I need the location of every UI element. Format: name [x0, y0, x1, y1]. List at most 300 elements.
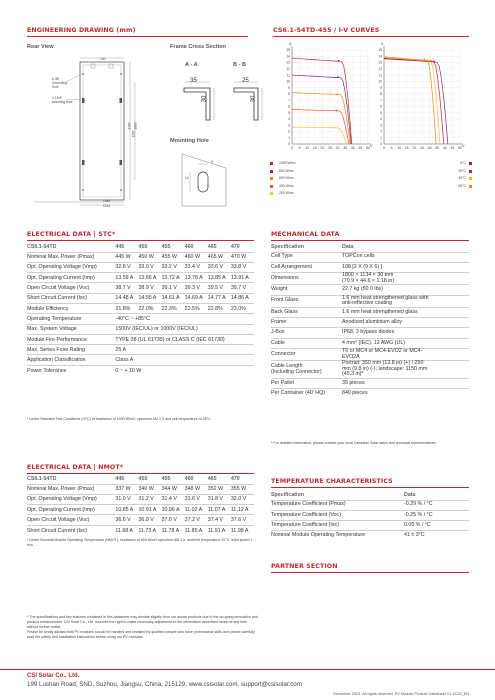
- table-cell: 10.91 A: [138, 505, 161, 515]
- y-tick-label: 0: [380, 142, 382, 147]
- table-cell: Opt. Operating Voltage (Vmp): [27, 494, 115, 504]
- dim-35: 35: [190, 78, 197, 84]
- temperature-table: [271, 490, 469, 541]
- dim-1764: 1764: [127, 122, 132, 130]
- legend-swatch: [469, 185, 472, 188]
- dim-9: 9: [211, 160, 213, 164]
- legend-label: 800 W/m²: [279, 168, 294, 173]
- table-cell: 37.4 V: [208, 515, 231, 525]
- iv-curve-series: [384, 58, 440, 144]
- table-header-cell: 445: [115, 475, 125, 482]
- table-row: [271, 510, 469, 520]
- dim-1800: 1800: [133, 122, 138, 130]
- table-cell: Open Circuit Voltage (Voc): [27, 283, 115, 293]
- table-cell: 33.0 V: [138, 262, 161, 272]
- legend-item: [270, 169, 350, 175]
- table-cell: 31.6 V: [185, 494, 208, 504]
- y-tick-label: 11: [378, 73, 382, 78]
- table-row: [271, 318, 469, 328]
- y-tick-label: 11: [286, 73, 290, 78]
- table-cell: Dimensions: [271, 273, 342, 285]
- x-tick-label: 20: [412, 146, 417, 150]
- mechanical-table: [271, 242, 469, 399]
- table-cell: 39.7 V: [231, 283, 254, 293]
- table-cell: Connector: [271, 348, 342, 360]
- x-tick-label: 40: [442, 146, 447, 150]
- legend-swatch: [270, 185, 273, 188]
- table-cell: 37.6 V: [231, 515, 254, 525]
- table-cell: 1800 × 1134 × 30 mm (70.9 × 44.6 × 1.18 in): [342, 273, 469, 285]
- table-cell: 11.73 A: [138, 525, 161, 535]
- table-cell: 31.4 V: [162, 494, 185, 504]
- y-tick-label: 2: [288, 129, 290, 134]
- table-cell: 35 pieces: [342, 378, 469, 388]
- table-cell: 11.78 A: [162, 525, 185, 535]
- table-cell: 23.0%: [231, 303, 254, 313]
- legend-item: [270, 184, 350, 190]
- table-cell: Front Glass: [271, 295, 342, 307]
- table-cell: -0.29 % / °C: [404, 500, 469, 510]
- legend-swatch: [270, 162, 273, 165]
- table-row: [27, 334, 254, 344]
- table-cell: Temperature Coefficient (Voc): [271, 510, 404, 520]
- nmot-table: [27, 474, 254, 535]
- legend-swatch: [270, 192, 273, 195]
- y-tick-label: 4: [380, 117, 382, 122]
- table-cell: 13.66 A: [138, 273, 161, 283]
- table-cell: 340 W: [138, 484, 161, 494]
- table-cell: 11.91 A: [208, 525, 231, 535]
- legend-item: [432, 161, 472, 167]
- table-header-cell: Data: [404, 491, 416, 498]
- y-tick-label: 14: [378, 54, 382, 59]
- stc-note: * Under Standard Test Conditions (STC) of irradiance of 1000 W/m2, spectrum AM 1.5 and cell temperature of 25°C.: [27, 417, 212, 421]
- table-cell: Application Classification: [27, 355, 115, 365]
- y-tick-label: 5: [380, 110, 382, 115]
- table-row: [271, 361, 469, 379]
- dim-30: 30: [201, 95, 208, 103]
- footer-address: 199 Lushan Road, SND, Suzhou, Jiangsu, China, 215129, www.csisolar.com, support@csisolar.com: [27, 681, 302, 688]
- table-cell: 13.85 A: [208, 273, 231, 283]
- table-cell: 450 W: [138, 252, 161, 262]
- table-cell: 31.8 V: [208, 494, 231, 504]
- dim-1150: 1150: [131, 130, 136, 138]
- temperature-title: TEMPERATURE CHARACTERISTICS: [271, 478, 393, 485]
- table-cell: Cable Length (Including Connector): [271, 361, 342, 379]
- table-row: [271, 307, 469, 317]
- section-divider: [271, 572, 469, 573]
- legend-swatch: [270, 170, 273, 173]
- table-row: [271, 285, 469, 295]
- x-tick-label: 15: [312, 146, 317, 150]
- iv-curve-series: [384, 57, 436, 144]
- y-tick-label: 7: [288, 98, 290, 103]
- max-power-point: [336, 93, 338, 95]
- table-header-cell: 460: [184, 243, 194, 250]
- table-cell: 11.85 A: [185, 525, 208, 535]
- y-tick-label: 6: [288, 104, 290, 109]
- table-row: [27, 273, 254, 283]
- table-cell: Operating Temperature: [27, 314, 115, 324]
- disclaimer: * The specifications and key features contained in this datasheet may deviate slightly from our actual products due to the on-going innovation and product enhancement. CSI Solar Co., Ltd. reserves the right to make necessary adjustment to the information described herein at any time without further notice. Please be kindly advised that PV modules should be handled and installed by qualified people who have professional skills and please carefully read the safety and installation instructions before using our PV modules.: [27, 615, 258, 639]
- table-header-cell: CS6.1-54TD: [27, 243, 57, 250]
- dim-100: 100: [100, 57, 106, 61]
- max-power-point: [337, 76, 339, 78]
- table-row: [271, 328, 469, 338]
- table-cell: 470 W: [231, 252, 254, 262]
- table-cell: Frame: [271, 318, 342, 328]
- table-cell: Max. System Voltage: [27, 324, 115, 334]
- frame-cross-section-label: Frame Cross Section: [170, 44, 226, 50]
- table-cell: 352 W: [208, 484, 231, 494]
- table-cell: 22.5%: [185, 303, 208, 313]
- table-cell: 0.05 % / °C: [404, 521, 469, 531]
- table-row: [271, 348, 469, 360]
- y-tick-label: 13: [286, 60, 290, 65]
- table-header-cell: 455: [161, 475, 171, 482]
- x-tick-label: 25: [328, 146, 332, 150]
- table-header-cell: 455: [161, 243, 171, 250]
- table-cell: 337 W: [115, 484, 138, 494]
- legend-swatch: [469, 177, 472, 180]
- iv-curve-series: [292, 93, 350, 144]
- table-cell: 22.3%: [162, 303, 185, 313]
- table-cell: 13.72 A: [162, 273, 185, 283]
- y-tick-label: 15: [378, 48, 382, 53]
- table-cell: 1.6 mm heat strengthened glass with anti-reflective coating: [342, 295, 469, 307]
- table-cell: Nominal Module Operating Temperature: [271, 531, 404, 541]
- table-row: [271, 273, 469, 285]
- mounting-hole-label: Mounting Hole: [170, 138, 209, 144]
- table-cell: 344 W: [162, 484, 185, 494]
- table-cell: 38.9 V: [138, 283, 161, 293]
- dim-25: 25: [242, 78, 249, 84]
- table-cell: 36.6 V: [115, 515, 138, 525]
- x-tick-label: 50: [458, 146, 462, 150]
- table-header-cell: 445: [115, 243, 125, 250]
- legend-item: [432, 184, 472, 190]
- rear-view-drawing: [30, 52, 166, 220]
- table-cell: -0.25 % / °C: [404, 510, 469, 520]
- nmot-note: * Under Nominal Module Operating Temperature (NMOT), irradiance of 800 W/m2 spectrum AM 1.5, ambient temperature 20°C, wind speed 1 m/s.: [27, 538, 253, 547]
- y-tick-label: 4: [288, 117, 290, 122]
- legend-swatch: [270, 177, 273, 180]
- table-cell: 11.12 A: [231, 505, 254, 515]
- section-divider: [271, 487, 469, 488]
- table-cell: Short Circuit Current (Isc): [27, 525, 115, 535]
- table-cell: Module Fire Performance: [27, 334, 115, 344]
- table-cell: Per Container (40' HQ): [271, 389, 342, 399]
- table-cell: 13.59 A: [115, 273, 138, 283]
- table-cell: 22.8%: [208, 303, 231, 313]
- footer-date: December 2023. All rights reserved, PV Module Product Datasheet V1.3C25_EN: [333, 692, 469, 696]
- table-header-cell: Specification: [271, 491, 304, 498]
- table-cell: Class A: [115, 355, 254, 365]
- legend-item: [270, 176, 350, 182]
- table-row: [27, 262, 254, 272]
- legend-label: 65°C: [458, 183, 466, 188]
- table-header-cell: 450: [138, 243, 148, 250]
- table-row: [27, 515, 254, 525]
- table-header-cell: 470: [230, 475, 240, 482]
- table-cell: Module Efficiency: [27, 303, 115, 313]
- x-tick-label: 35: [343, 146, 348, 150]
- table-row: [271, 531, 469, 541]
- table-cell: 36.8 V: [138, 515, 161, 525]
- table-cell: T6 or MC4 or MC4-EVO2 or MC4- EVO2A: [342, 348, 469, 360]
- table-row: [271, 500, 469, 510]
- section-divider: [271, 240, 469, 241]
- legend-label: 1000 W/m²: [279, 161, 296, 165]
- table-row: [27, 252, 254, 262]
- y-tick-label: 1: [288, 135, 290, 140]
- x-axis-label: V: [462, 144, 465, 148]
- max-power-point: [335, 110, 337, 112]
- table-row: [27, 365, 254, 375]
- table-cell: 22.0%: [138, 303, 161, 313]
- table-row: [27, 494, 254, 504]
- x-tick-label: 0: [383, 146, 385, 150]
- y-tick-label: 3: [288, 123, 290, 128]
- y-tick-label: 15: [286, 48, 290, 53]
- table-cell: 32.0 V: [231, 494, 254, 504]
- table-cell: 108 [2 X (9 X 6) ]: [342, 262, 469, 272]
- dim-30-b: 30: [250, 95, 257, 103]
- table-cell: 21.8%: [115, 303, 138, 313]
- table-row: [271, 262, 469, 272]
- table-cell: J-Box: [271, 328, 342, 338]
- table-cell: 39.3 V: [185, 283, 208, 293]
- table-header-cell: 470: [230, 243, 240, 250]
- table-cell: 38.7 V: [115, 283, 138, 293]
- table-cell: TOPCon cells: [342, 252, 469, 262]
- x-tick-label: 30: [335, 146, 340, 150]
- table-cell: 31.0 V: [115, 494, 138, 504]
- table-row: [271, 389, 469, 399]
- table-row: [27, 314, 254, 324]
- table-cell: 10.85 A: [115, 505, 138, 515]
- x-tick-label: 15: [404, 146, 409, 150]
- table-cell: 455 W: [162, 252, 185, 262]
- table-cell: 33.2 V: [162, 262, 185, 272]
- iv-chart-temperature: [364, 36, 468, 158]
- section-divider: [27, 240, 254, 241]
- partner-title: PARTNER SECTION: [271, 563, 338, 570]
- y-tick-label: 8: [380, 92, 382, 97]
- x-tick-label: 5: [390, 146, 393, 150]
- y-tick-label: 10: [378, 79, 382, 84]
- table-cell: 37.2 V: [185, 515, 208, 525]
- x-tick-label: 25: [420, 146, 424, 150]
- y-tick-label: 3: [380, 123, 382, 128]
- table-cell: 1500V (IEC/UL) or 1000V (IEC/UL): [115, 324, 254, 334]
- legend-item: [270, 191, 350, 197]
- table-cell: TYPE 38 (UL 61730) or CLASS C (IEC 61730): [115, 334, 254, 344]
- table-header-cell: 450: [138, 475, 148, 482]
- table-cell: 33.6 V: [208, 262, 231, 272]
- footer-company: CSI Solar Co., Ltd.: [27, 673, 80, 679]
- table-row: [27, 303, 254, 313]
- table-row: [27, 293, 254, 303]
- table-row: [27, 505, 254, 515]
- table-cell: Cable: [271, 338, 342, 348]
- stc-title: ELECTRICAL DATA | STC*: [27, 231, 116, 238]
- table-cell: 14.86 A: [231, 293, 254, 303]
- dim-1084: 1084: [103, 199, 111, 203]
- table-cell: 14.77 A: [208, 293, 231, 303]
- table-cell: Opt. Operating Current (Imp): [27, 505, 115, 515]
- iv-chart-irradiance: [272, 36, 372, 158]
- table-cell: 840 pieces: [342, 389, 469, 399]
- x-tick-label: 50: [366, 146, 370, 150]
- table-cell: Cell Type: [271, 252, 342, 262]
- iv-curve-series: [292, 110, 349, 144]
- dim-14: 14: [185, 176, 189, 180]
- x-axis-label: V: [370, 144, 373, 148]
- grounding-hole-note: 6-Φ5 Grounding Hole: [52, 77, 67, 89]
- y-tick-label: 6: [380, 104, 382, 109]
- table-header-cell: Specification: [271, 243, 304, 250]
- table-cell: 11.68 A: [115, 525, 138, 535]
- mechanical-title: MECHANICAL DATA: [271, 231, 340, 238]
- table-cell: Nominal Max. Power (Pmax): [27, 252, 115, 262]
- table-row: [27, 324, 254, 334]
- irradiance-legend: [270, 161, 350, 201]
- table-cell: Power Tolerance: [27, 365, 115, 375]
- table-cell: IP68, 3 bypass diodes: [342, 328, 469, 338]
- max-power-point: [338, 60, 340, 62]
- table-cell: Short Circuit Current (Isc): [27, 293, 115, 303]
- mounting-hole-drawing: [176, 150, 256, 210]
- table-cell: 460 W: [185, 252, 208, 262]
- table-row: [27, 484, 254, 494]
- footer-divider: [0, 669, 495, 670]
- legend-item: [432, 169, 472, 175]
- table-cell: Anodized aluminium alloy: [342, 318, 469, 328]
- table-cell: 14.61 A: [162, 293, 185, 303]
- table-cell: 4 mm² (IEC), 12 AWG (UL): [342, 338, 469, 348]
- x-tick-label: 45: [358, 146, 363, 150]
- y-tick-label: 7: [380, 98, 382, 103]
- table-cell: 39.1 V: [162, 283, 185, 293]
- legend-item: [270, 161, 350, 167]
- x-tick-label: 35: [435, 146, 440, 150]
- nmot-title: ELECTRICAL DATA | NMOT*: [27, 464, 124, 471]
- table-row: [271, 521, 469, 531]
- table-cell: 13.78 A: [185, 273, 208, 283]
- x-tick-label: 10: [305, 146, 310, 150]
- x-tick-label: 10: [397, 146, 402, 150]
- y-tick-label: 8: [288, 92, 290, 97]
- table-cell: 14.69 A: [185, 293, 208, 303]
- table-cell: 32.8 V: [115, 262, 138, 272]
- table-cell: Portrait: 350 mm (13.8 in) (+) / 250 mm (9.8 in) (-); landscape: 1150 mm (45.3 in)*: [342, 361, 469, 379]
- table-cell: 14.48 A: [115, 293, 138, 303]
- y-tick-label: 0: [288, 142, 290, 147]
- dim-1134: 1134: [103, 204, 110, 208]
- temperature-legend: [432, 161, 472, 195]
- table-row: [27, 345, 254, 355]
- table-cell: Temperature Coefficient (Pmax): [271, 500, 404, 510]
- x-tick-label: 20: [320, 146, 325, 150]
- table-cell: 13.91 A: [231, 273, 254, 283]
- table-cell: 39.5 V: [208, 283, 231, 293]
- section-bb-label: B - B: [233, 62, 247, 68]
- table-cell: 22.7 kg (50.0 lbs): [342, 285, 469, 295]
- table-row: [271, 378, 469, 388]
- max-power-point: [334, 127, 336, 129]
- legend-label: 45°C: [458, 176, 466, 181]
- table-cell: Open Circuit Voltage (Voc): [27, 515, 115, 525]
- legend-label: 200 W/m²: [279, 191, 294, 196]
- y-tick-label: 9: [380, 85, 382, 90]
- table-cell: 11.02 A: [185, 505, 208, 515]
- table-cell: Weight: [271, 285, 342, 295]
- x-tick-label: 45: [450, 146, 455, 150]
- legend-label: 25°C: [458, 168, 466, 173]
- table-cell: 445 W: [115, 252, 138, 262]
- section-divider: [27, 36, 248, 37]
- iv-curve-series: [384, 59, 448, 144]
- y-tick-label: 9: [288, 85, 290, 90]
- legend-item: [432, 176, 472, 182]
- y-tick-label: 12: [378, 67, 382, 71]
- table-header-row: [27, 474, 254, 484]
- rear-view-label: Rear View: [27, 44, 54, 50]
- table-cell: 14.55 A: [138, 293, 161, 303]
- table-cell: Per Pallet: [271, 378, 342, 388]
- legend-swatch: [469, 162, 472, 165]
- table-header-cell: 465: [207, 243, 217, 250]
- mounting-hole-note: 4-14x9 Mounting Hole: [52, 96, 73, 104]
- table-cell: Cell Arrangement: [271, 262, 342, 272]
- table-header-row: [271, 242, 469, 252]
- iv-curve-series: [292, 127, 347, 144]
- table-header-cell: 460: [184, 475, 194, 482]
- table-row: [271, 295, 469, 307]
- table-cell: Temperature Coefficient (Isc): [271, 521, 404, 531]
- table-cell: 11.07 A: [208, 505, 231, 515]
- y-axis-label: A: [289, 42, 292, 46]
- table-cell: Max. Series Fuse Rating: [27, 345, 115, 355]
- y-axis-label: A: [381, 42, 384, 46]
- table-header-cell: CS6.1-54TD: [27, 475, 57, 482]
- table-header-cell: Data: [342, 243, 354, 250]
- y-tick-label: 10: [286, 79, 290, 84]
- table-cell: Opt. Operating Voltage (Vmp): [27, 262, 115, 272]
- legend-label: 600 W/m²: [279, 176, 294, 181]
- table-cell: Back Glass: [271, 307, 342, 317]
- x-tick-label: 30: [427, 146, 432, 150]
- table-cell: 25 A: [115, 345, 254, 355]
- legend-label: 400 W/m²: [279, 183, 294, 188]
- legend-label: 5°C: [460, 161, 466, 165]
- table-header-row: [27, 242, 254, 252]
- section-aa-label: A - A: [185, 62, 198, 68]
- table-cell: 41 ± 3°C: [404, 531, 469, 541]
- table-cell: 33.4 V: [185, 262, 208, 272]
- y-tick-label: 1: [380, 135, 382, 140]
- table-cell: 10.96 A: [162, 505, 185, 515]
- table-cell: 11.98 A: [231, 525, 254, 535]
- legend-swatch: [469, 170, 472, 173]
- table-cell: 37.0 V: [162, 515, 185, 525]
- table-cell: 1.6 mm heat strengthened glass: [342, 307, 469, 317]
- stc-table: [27, 242, 254, 376]
- y-tick-label: 13: [378, 60, 382, 65]
- y-tick-label: 5: [288, 110, 290, 115]
- x-tick-label: 40: [350, 146, 355, 150]
